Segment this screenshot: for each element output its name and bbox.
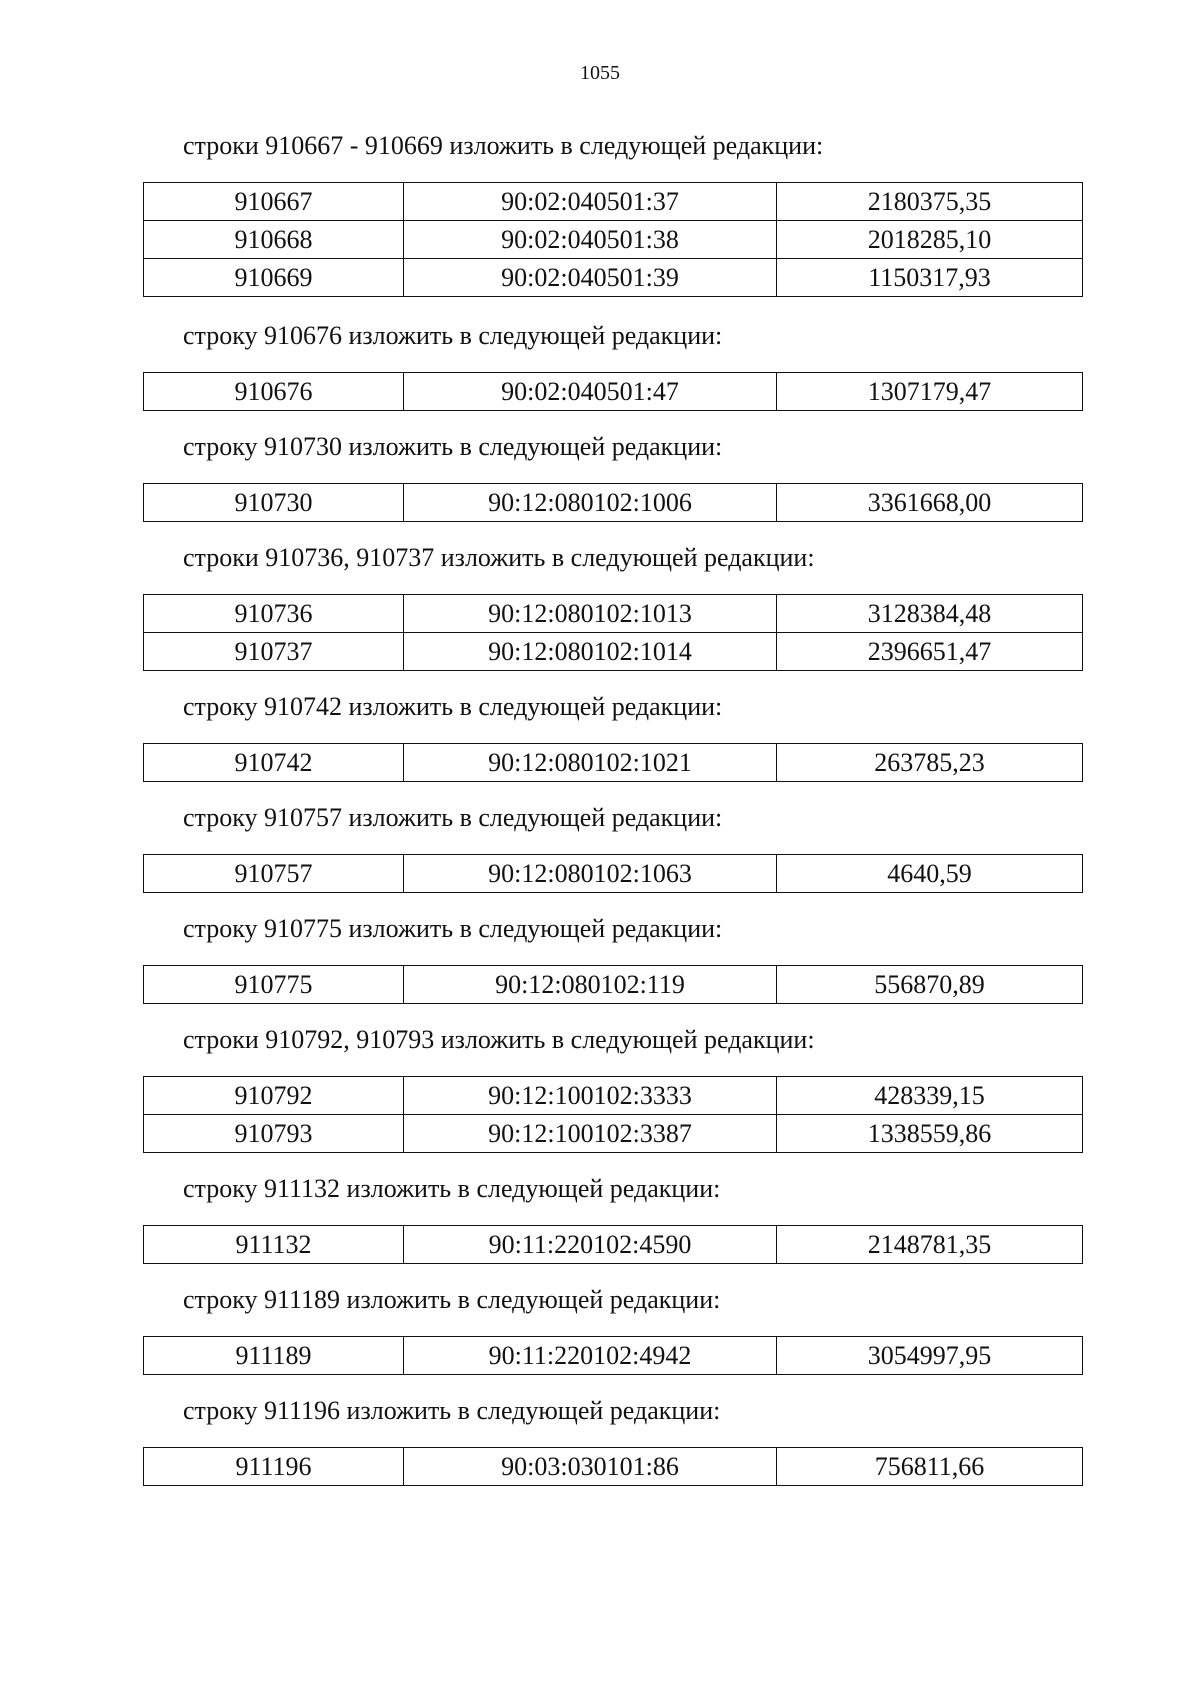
section-heading: строку 910757 изложить в следующей редакции: <box>183 803 723 832</box>
cadastral-number-cell: 90:12:080102:1014 <box>404 633 777 671</box>
cadastral-number-cell: 90:02:040501:39 <box>404 259 777 297</box>
table-row <box>144 221 1083 259</box>
table-row <box>144 1226 1083 1264</box>
value-cell: 263785,23 <box>777 744 1083 782</box>
amendment-table <box>143 483 1083 522</box>
value-cell: 1150317,93 <box>777 259 1083 297</box>
section-heading: строку 910676 изложить в следующей редакции: <box>183 321 723 350</box>
row-number-cell: 911132 <box>144 1226 404 1264</box>
cadastral-number-cell: 90:12:100102:3333 <box>404 1077 777 1115</box>
amendment-table <box>143 594 1083 671</box>
cadastral-number-cell: 90:12:080102:1006 <box>404 484 777 522</box>
cadastral-number-cell: 90:02:040501:38 <box>404 221 777 259</box>
row-number-cell: 910736 <box>144 595 404 633</box>
row-number-cell: 910792 <box>144 1077 404 1115</box>
cadastral-number-cell: 90:03:030101:86 <box>404 1448 777 1486</box>
cadastral-number-cell: 90:11:220102:4590 <box>404 1226 777 1264</box>
value-cell: 1307179,47 <box>777 373 1083 411</box>
row-number-cell: 910668 <box>144 221 404 259</box>
section-heading: строку 911132 изложить в следующей редакции: <box>183 1174 721 1203</box>
value-cell: 556870,89 <box>777 966 1083 1004</box>
value-cell: 2148781,35 <box>777 1226 1083 1264</box>
row-number-cell: 910793 <box>144 1115 404 1153</box>
value-cell: 3054997,95 <box>777 1337 1083 1375</box>
section-heading: строки 910792, 910793 изложить в следующей редакции: <box>183 1025 815 1054</box>
section-heading: строки 910667 - 910669 изложить в следующей редакции: <box>183 131 824 160</box>
table-row <box>144 1115 1083 1153</box>
row-number-cell: 910775 <box>144 966 404 1004</box>
value-cell: 428339,15 <box>777 1077 1083 1115</box>
cadastral-number-cell: 90:12:100102:3387 <box>404 1115 777 1153</box>
table-row <box>144 744 1083 782</box>
row-number-cell: 910676 <box>144 373 404 411</box>
page-number: 1055 <box>580 62 620 84</box>
section-heading: строку 911196 изложить в следующей редакции: <box>183 1396 721 1425</box>
table-row <box>144 373 1083 411</box>
row-number-cell: 911189 <box>144 1337 404 1375</box>
amendment-table <box>143 1447 1083 1486</box>
amendment-table <box>143 965 1083 1004</box>
value-cell: 3361668,00 <box>777 484 1083 522</box>
cadastral-number-cell: 90:12:080102:1063 <box>404 855 777 893</box>
amendment-table <box>143 1076 1083 1153</box>
amendment-table <box>143 1225 1083 1264</box>
table-row <box>144 633 1083 671</box>
value-cell: 1338559,86 <box>777 1115 1083 1153</box>
table-row <box>144 855 1083 893</box>
table-row <box>144 183 1083 221</box>
row-number-cell: 910667 <box>144 183 404 221</box>
value-cell: 3128384,48 <box>777 595 1083 633</box>
value-cell: 2396651,47 <box>777 633 1083 671</box>
value-cell: 4640,59 <box>777 855 1083 893</box>
value-cell: 2018285,10 <box>777 221 1083 259</box>
amendment-table <box>143 743 1083 782</box>
row-number-cell: 910742 <box>144 744 404 782</box>
amendment-table <box>143 854 1083 893</box>
cadastral-number-cell: 90:12:080102:1021 <box>404 744 777 782</box>
section-heading: строку 910775 изложить в следующей редакции: <box>183 914 723 943</box>
table-row <box>144 1448 1083 1486</box>
row-number-cell: 911196 <box>144 1448 404 1486</box>
section-heading: строку 911189 изложить в следующей редакции: <box>183 1285 721 1314</box>
cadastral-number-cell: 90:11:220102:4942 <box>404 1337 777 1375</box>
table-row <box>144 1337 1083 1375</box>
table-row <box>144 1077 1083 1115</box>
row-number-cell: 910730 <box>144 484 404 522</box>
cadastral-number-cell: 90:02:040501:47 <box>404 373 777 411</box>
value-cell: 756811,66 <box>777 1448 1083 1486</box>
amendment-table <box>143 182 1083 297</box>
table-row <box>144 259 1083 297</box>
cadastral-number-cell: 90:12:080102:119 <box>404 966 777 1004</box>
section-heading: строки 910736, 910737 изложить в следующей редакции: <box>183 543 815 572</box>
table-row <box>144 484 1083 522</box>
table-row <box>144 595 1083 633</box>
row-number-cell: 910669 <box>144 259 404 297</box>
amendment-table <box>143 1336 1083 1375</box>
cadastral-number-cell: 90:02:040501:37 <box>404 183 777 221</box>
table-row <box>144 966 1083 1004</box>
row-number-cell: 910737 <box>144 633 404 671</box>
section-heading: строку 910730 изложить в следующей редакции: <box>183 432 723 461</box>
row-number-cell: 910757 <box>144 855 404 893</box>
value-cell: 2180375,35 <box>777 183 1083 221</box>
amendment-table <box>143 372 1083 411</box>
section-heading: строку 910742 изложить в следующей редакции: <box>183 692 723 721</box>
cadastral-number-cell: 90:12:080102:1013 <box>404 595 777 633</box>
